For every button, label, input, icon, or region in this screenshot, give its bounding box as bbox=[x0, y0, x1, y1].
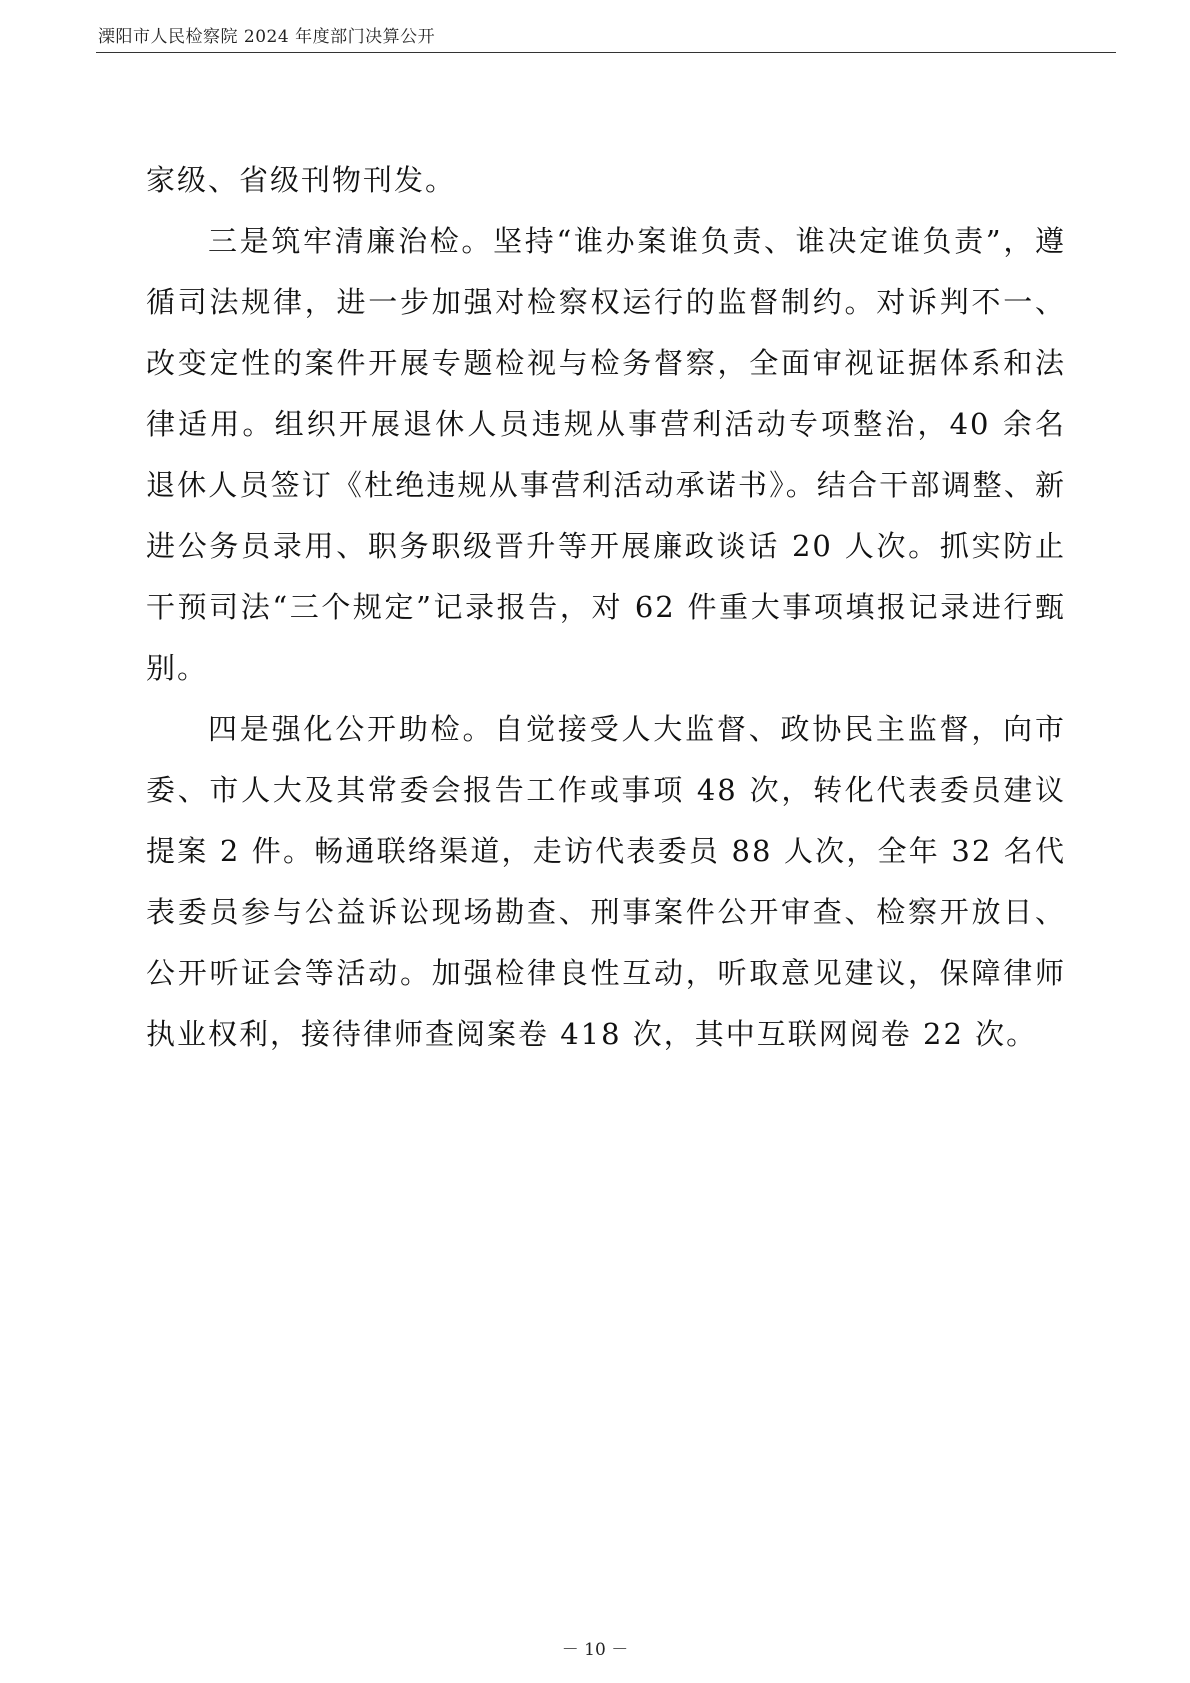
paragraph-clean-governance: 三是筑牢清廉治检。坚持“谁办案谁负责、谁决定谁负责”，遵循司法规律，进一步加强对检察权运行的监督制约。对诉判不一、改变定性的案件开展专题检视与检务督察，全面审视证据体系和法律适用。组织开展退休人员违规从事营利活动专项整治，40 余名退休人员签订《杜绝违规从事营利活动承诺书》。结合干部调整、新进公务员录用、职务职级晋升等开展廉政谈话 20 人次。抓实防止干预司法“三个规定”记录报告，对 62 件重大事项填报记录进行甄别。 bbox=[146, 224, 1066, 685]
header-divider bbox=[96, 52, 1116, 53]
page-number: － 10 － bbox=[561, 1640, 629, 1660]
document-body bbox=[146, 150, 1066, 1065]
paragraph-continuation: 家级、省级刊物刊发。 bbox=[146, 163, 457, 197]
page-header-title: 溧阳市人民检察院 2024 年度部门决算公开 bbox=[98, 27, 436, 47]
paragraph-public-oversight: 四是强化公开助检。自觉接受人大监督、政协民主监督，向市委、市人大及其常委会报告工作或事项 48 次，转化代表委员建议提案 2 件。畅通联络渠道，走访代表委员 88 人次，全年 32 名代表委员参与公益诉讼现场勘查、刑事案件公开审查、检察开放日、公开听证会等活动。加强检律良性互动，听取意见建议，保障律师执业权利，接待律师查阅案卷 418 次，其中互联网阅卷 22 次。 bbox=[146, 712, 1066, 1051]
